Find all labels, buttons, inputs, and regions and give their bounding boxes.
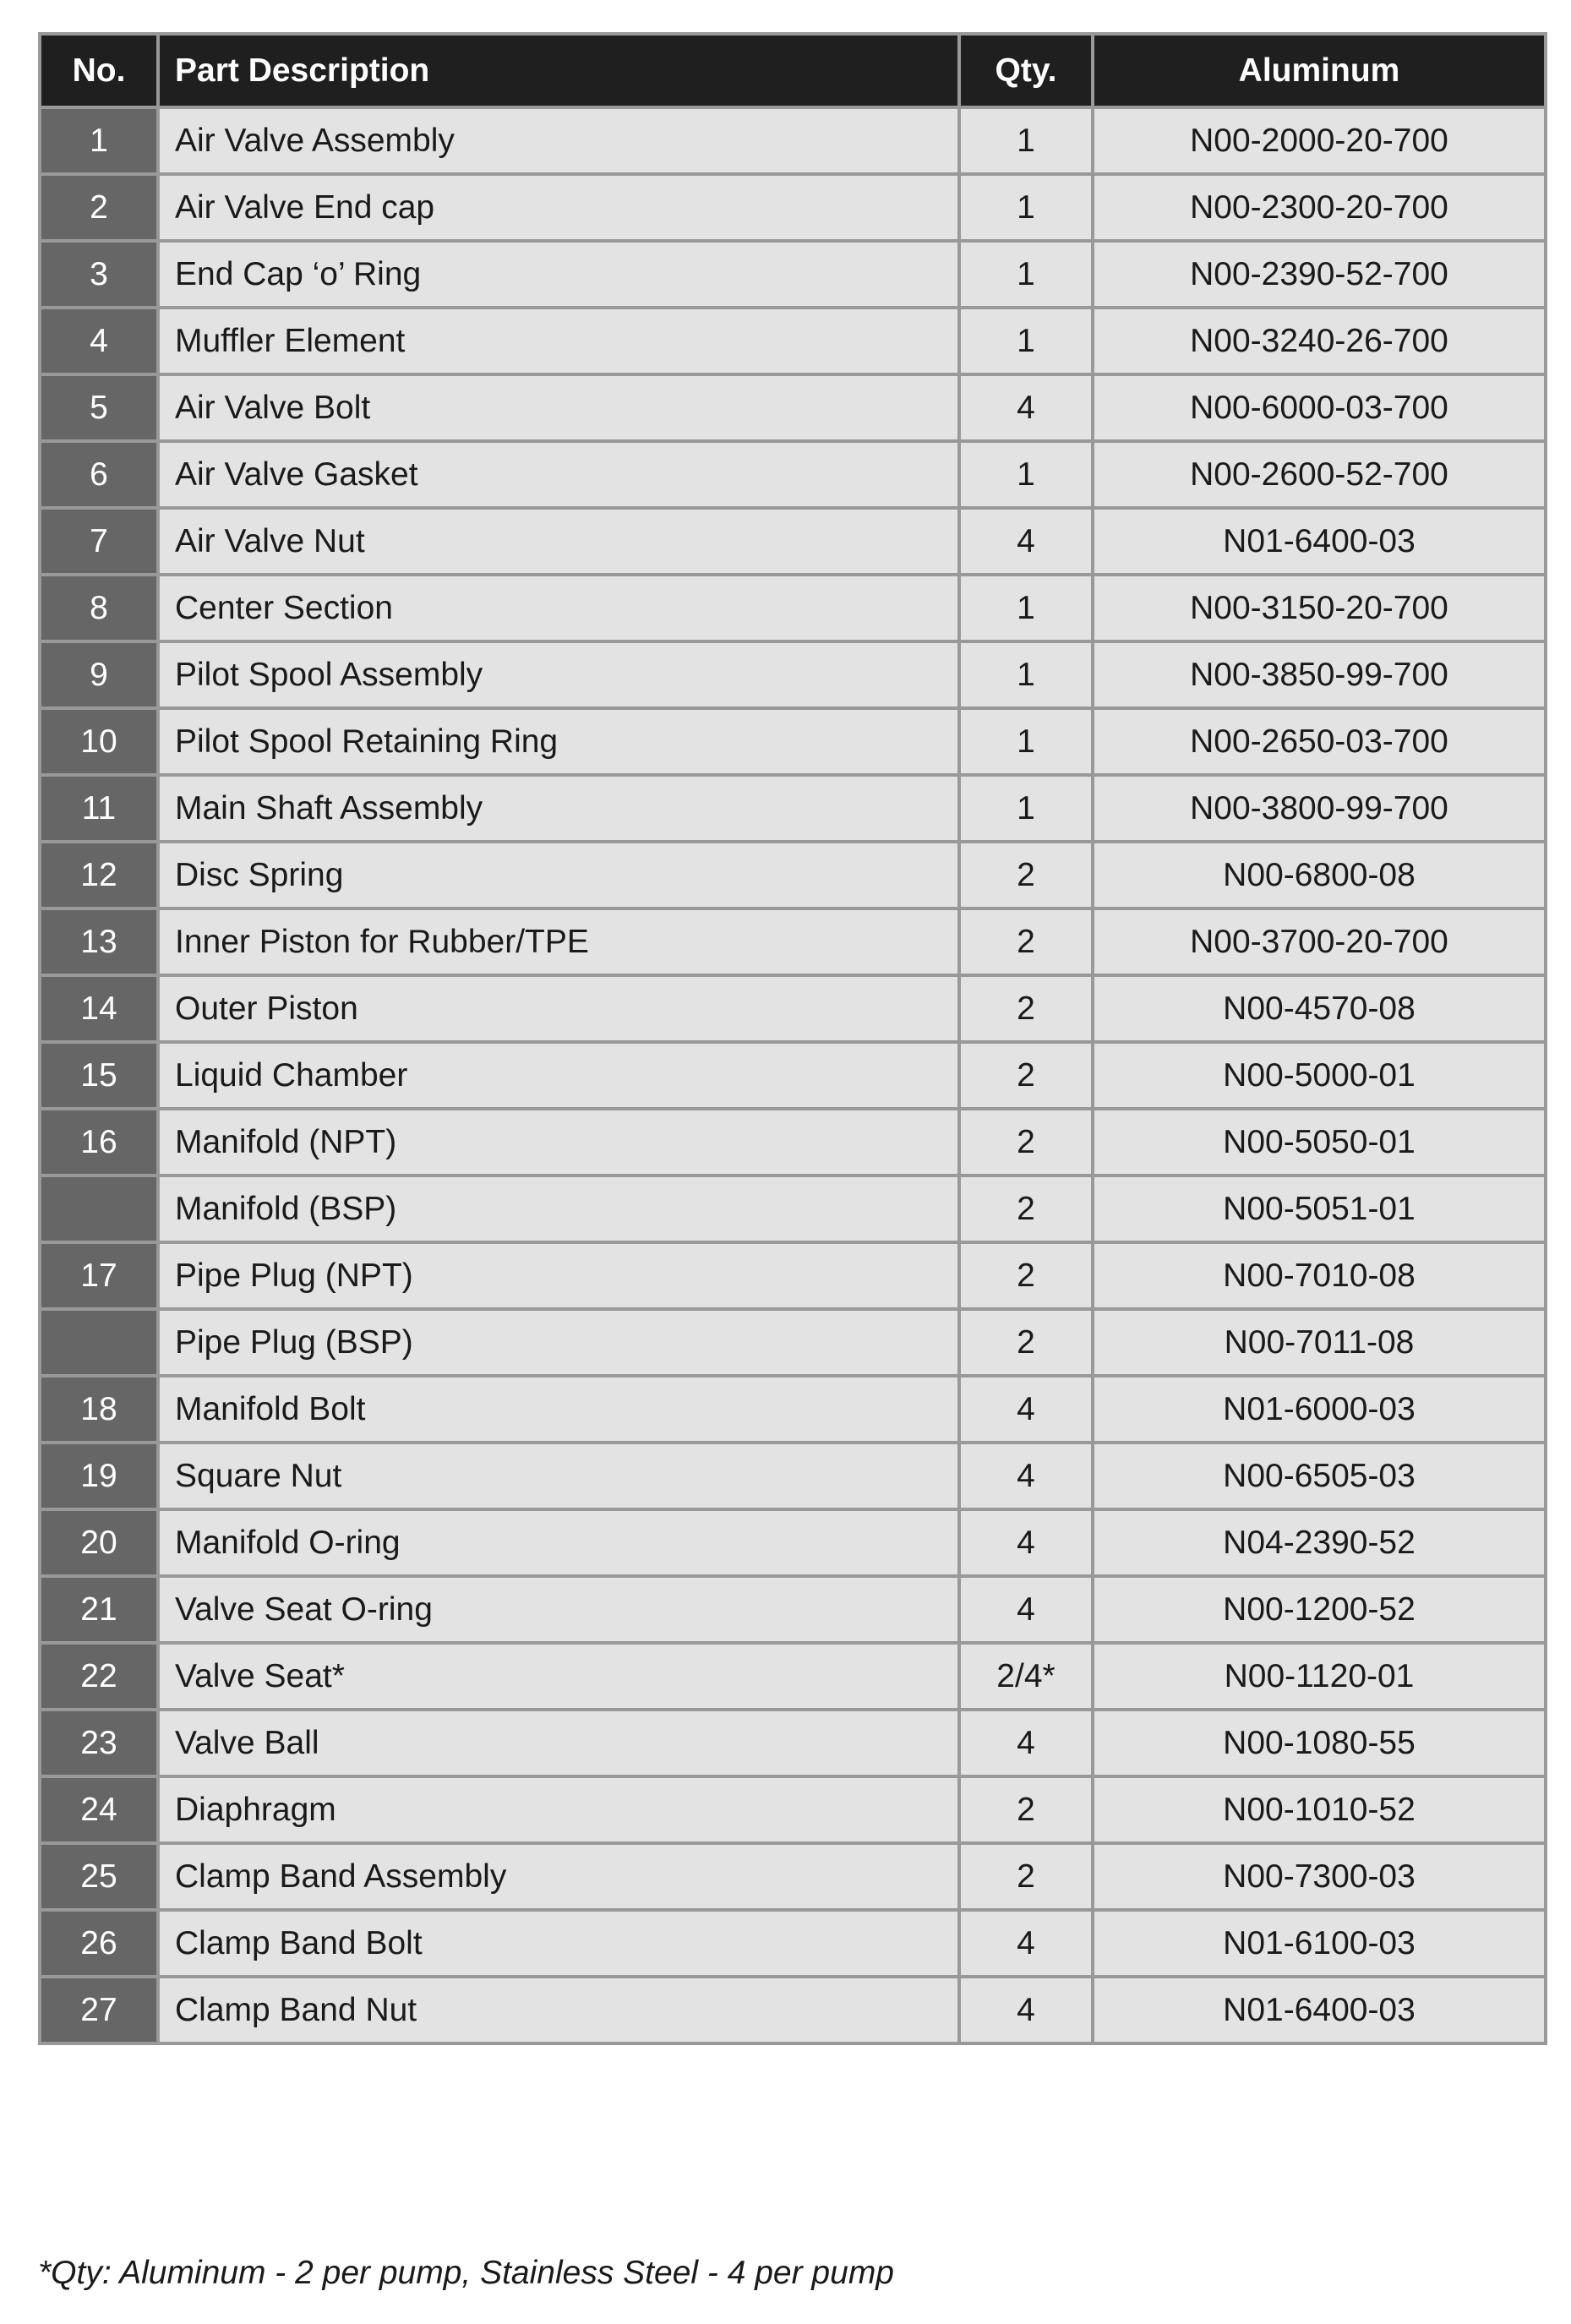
part-number: N00-1120-01 xyxy=(1093,1643,1546,1710)
row-number: 13 xyxy=(40,908,158,975)
part-quantity: 2 xyxy=(959,1176,1093,1242)
header-material: Aluminum xyxy=(1093,34,1546,107)
part-number: N01-6400-03 xyxy=(1093,1977,1546,2043)
table-row xyxy=(40,374,1546,441)
part-quantity: 4 xyxy=(959,1443,1093,1509)
part-quantity: 2 xyxy=(959,1109,1093,1176)
table-row xyxy=(40,308,1546,374)
part-number: N00-6505-03 xyxy=(1093,1443,1546,1509)
row-number: 7 xyxy=(40,508,158,575)
row-number: 4 xyxy=(40,308,158,374)
part-description: Manifold O-ring xyxy=(158,1509,959,1576)
row-number: 27 xyxy=(40,1977,158,2043)
part-number: N01-6000-03 xyxy=(1093,1376,1546,1443)
row-number: 1 xyxy=(40,107,158,174)
part-quantity: 1 xyxy=(959,575,1093,641)
part-quantity: 4 xyxy=(959,374,1093,441)
table-row xyxy=(40,975,1546,1042)
row-number: 21 xyxy=(40,1576,158,1643)
part-description: Air Valve Bolt xyxy=(158,374,959,441)
row-number: 10 xyxy=(40,708,158,775)
part-number: N00-6800-08 xyxy=(1093,842,1546,908)
part-quantity: 1 xyxy=(959,107,1093,174)
table-row xyxy=(40,1776,1546,1843)
header-qty: Qty. xyxy=(959,34,1093,107)
part-description: Disc Spring xyxy=(158,842,959,908)
table-row xyxy=(40,1109,1546,1176)
table-row xyxy=(40,1576,1546,1643)
part-description: Air Valve Nut xyxy=(158,508,959,575)
table-row xyxy=(40,908,1546,975)
table-row xyxy=(40,1309,1546,1376)
row-number: 19 xyxy=(40,1443,158,1509)
table-row xyxy=(40,1443,1546,1509)
part-number: N00-3700-20-700 xyxy=(1093,908,1546,975)
part-description: Clamp Band Bolt xyxy=(158,1910,959,1977)
part-quantity: 2 xyxy=(959,908,1093,975)
part-description: Air Valve End cap xyxy=(158,174,959,241)
row-number: 26 xyxy=(40,1910,158,1977)
row-number: 14 xyxy=(40,975,158,1042)
table-row xyxy=(40,441,1546,508)
part-description: End Cap ‘o’ Ring xyxy=(158,241,959,308)
row-number: 20 xyxy=(40,1509,158,1576)
part-quantity: 4 xyxy=(959,1576,1093,1643)
part-description: Inner Piston for Rubber/TPE xyxy=(158,908,959,975)
part-description: Air Valve Assembly xyxy=(158,107,959,174)
table-body xyxy=(40,107,1546,2043)
table-row xyxy=(40,1509,1546,1576)
table-row xyxy=(40,1643,1546,1710)
part-quantity: 1 xyxy=(959,308,1093,374)
row-number: 23 xyxy=(40,1710,158,1776)
header-description: Part Description xyxy=(158,34,959,107)
table-row xyxy=(40,775,1546,842)
row-number xyxy=(40,1309,158,1376)
row-number: 12 xyxy=(40,842,158,908)
part-number: N00-1010-52 xyxy=(1093,1776,1546,1843)
table-row xyxy=(40,641,1546,708)
table-row xyxy=(40,1710,1546,1776)
part-quantity: 2 xyxy=(959,1042,1093,1109)
part-description: Air Valve Gasket xyxy=(158,441,959,508)
table-row xyxy=(40,1176,1546,1242)
part-number: N00-5051-01 xyxy=(1093,1176,1546,1242)
part-number: N00-3800-99-700 xyxy=(1093,775,1546,842)
part-description: Diaphragm xyxy=(158,1776,959,1843)
row-number: 25 xyxy=(40,1843,158,1910)
table-row xyxy=(40,174,1546,241)
table-row xyxy=(40,1376,1546,1443)
part-quantity: 2 xyxy=(959,842,1093,908)
part-quantity: 4 xyxy=(959,1910,1093,1977)
row-number: 2 xyxy=(40,174,158,241)
part-number: N00-2300-20-700 xyxy=(1093,174,1546,241)
part-description: Manifold Bolt xyxy=(158,1376,959,1443)
table-header xyxy=(40,34,1546,107)
part-description: Pilot Spool Assembly xyxy=(158,641,959,708)
part-number: N00-5050-01 xyxy=(1093,1109,1546,1176)
part-number: N00-7300-03 xyxy=(1093,1843,1546,1910)
part-description: Valve Seat* xyxy=(158,1643,959,1710)
part-description: Pipe Plug (NPT) xyxy=(158,1242,959,1309)
part-description: Pilot Spool Retaining Ring xyxy=(158,708,959,775)
row-number: 17 xyxy=(40,1242,158,1309)
part-quantity: 1 xyxy=(959,441,1093,508)
table-row xyxy=(40,1910,1546,1977)
part-number: N00-2390-52-700 xyxy=(1093,241,1546,308)
part-number: N00-7010-08 xyxy=(1093,1242,1546,1309)
part-quantity: 2 xyxy=(959,1242,1093,1309)
part-description: Pipe Plug (BSP) xyxy=(158,1309,959,1376)
row-number xyxy=(40,1176,158,1242)
part-number: N00-3850-99-700 xyxy=(1093,641,1546,708)
part-quantity: 4 xyxy=(959,1376,1093,1443)
table-row xyxy=(40,1977,1546,2043)
row-number: 9 xyxy=(40,641,158,708)
part-description: Outer Piston xyxy=(158,975,959,1042)
part-number: N00-3150-20-700 xyxy=(1093,575,1546,641)
row-number: 5 xyxy=(40,374,158,441)
part-quantity: 1 xyxy=(959,241,1093,308)
part-description: Valve Ball xyxy=(158,1710,959,1776)
part-quantity: 2 xyxy=(959,1309,1093,1376)
part-number: N00-2000-20-700 xyxy=(1093,107,1546,174)
part-quantity: 2 xyxy=(959,1843,1093,1910)
table-row xyxy=(40,107,1546,174)
part-description: Square Nut xyxy=(158,1443,959,1509)
part-quantity: 1 xyxy=(959,641,1093,708)
table-row xyxy=(40,1242,1546,1309)
row-number: 11 xyxy=(40,775,158,842)
part-quantity: 1 xyxy=(959,708,1093,775)
part-description: Clamp Band Assembly xyxy=(158,1843,959,1910)
part-number: N01-6100-03 xyxy=(1093,1910,1546,1977)
part-quantity: 4 xyxy=(959,508,1093,575)
part-quantity: 4 xyxy=(959,1710,1093,1776)
part-number: N00-1200-52 xyxy=(1093,1576,1546,1643)
part-number: N01-6400-03 xyxy=(1093,508,1546,575)
part-number: N00-7011-08 xyxy=(1093,1309,1546,1376)
row-number: 6 xyxy=(40,441,158,508)
part-number: N00-2600-52-700 xyxy=(1093,441,1546,508)
table-row xyxy=(40,508,1546,575)
row-number: 24 xyxy=(40,1776,158,1843)
row-number: 16 xyxy=(40,1109,158,1176)
part-quantity: 4 xyxy=(959,1977,1093,2043)
table-row xyxy=(40,1042,1546,1109)
footnote: *Qty: Aluminum - 2 per pump, Stainless Steel - 4 per pump xyxy=(38,2255,894,2291)
part-number: N00-2650-03-700 xyxy=(1093,708,1546,775)
part-number: N00-1080-55 xyxy=(1093,1710,1546,1776)
header-no: No. xyxy=(40,34,158,107)
table-row xyxy=(40,241,1546,308)
part-number: N04-2390-52 xyxy=(1093,1509,1546,1576)
part-quantity: 2/4* xyxy=(959,1643,1093,1710)
part-description: Manifold (BSP) xyxy=(158,1176,959,1242)
part-quantity: 2 xyxy=(959,1776,1093,1843)
row-number: 18 xyxy=(40,1376,158,1443)
table-row xyxy=(40,708,1546,775)
table-row xyxy=(40,575,1546,641)
part-quantity: 4 xyxy=(959,1509,1093,1576)
row-number: 22 xyxy=(40,1643,158,1710)
parts-table xyxy=(38,32,1547,2045)
part-number: N00-3240-26-700 xyxy=(1093,308,1546,374)
part-number: N00-4570-08 xyxy=(1093,975,1546,1042)
part-quantity: 1 xyxy=(959,775,1093,842)
part-description: Center Section xyxy=(158,575,959,641)
part-description: Liquid Chamber xyxy=(158,1042,959,1109)
part-quantity: 1 xyxy=(959,174,1093,241)
part-description: Main Shaft Assembly xyxy=(158,775,959,842)
row-number: 3 xyxy=(40,241,158,308)
table-row xyxy=(40,1843,1546,1910)
part-description: Muffler Element xyxy=(158,308,959,374)
part-number: N00-5000-01 xyxy=(1093,1042,1546,1109)
part-description: Clamp Band Nut xyxy=(158,1977,959,2043)
part-quantity: 2 xyxy=(959,975,1093,1042)
row-number: 8 xyxy=(40,575,158,641)
header-row xyxy=(40,34,1546,107)
part-description: Manifold (NPT) xyxy=(158,1109,959,1176)
part-number: N00-6000-03-700 xyxy=(1093,374,1546,441)
row-number: 15 xyxy=(40,1042,158,1109)
part-description: Valve Seat O-ring xyxy=(158,1576,959,1643)
table-row xyxy=(40,842,1546,908)
